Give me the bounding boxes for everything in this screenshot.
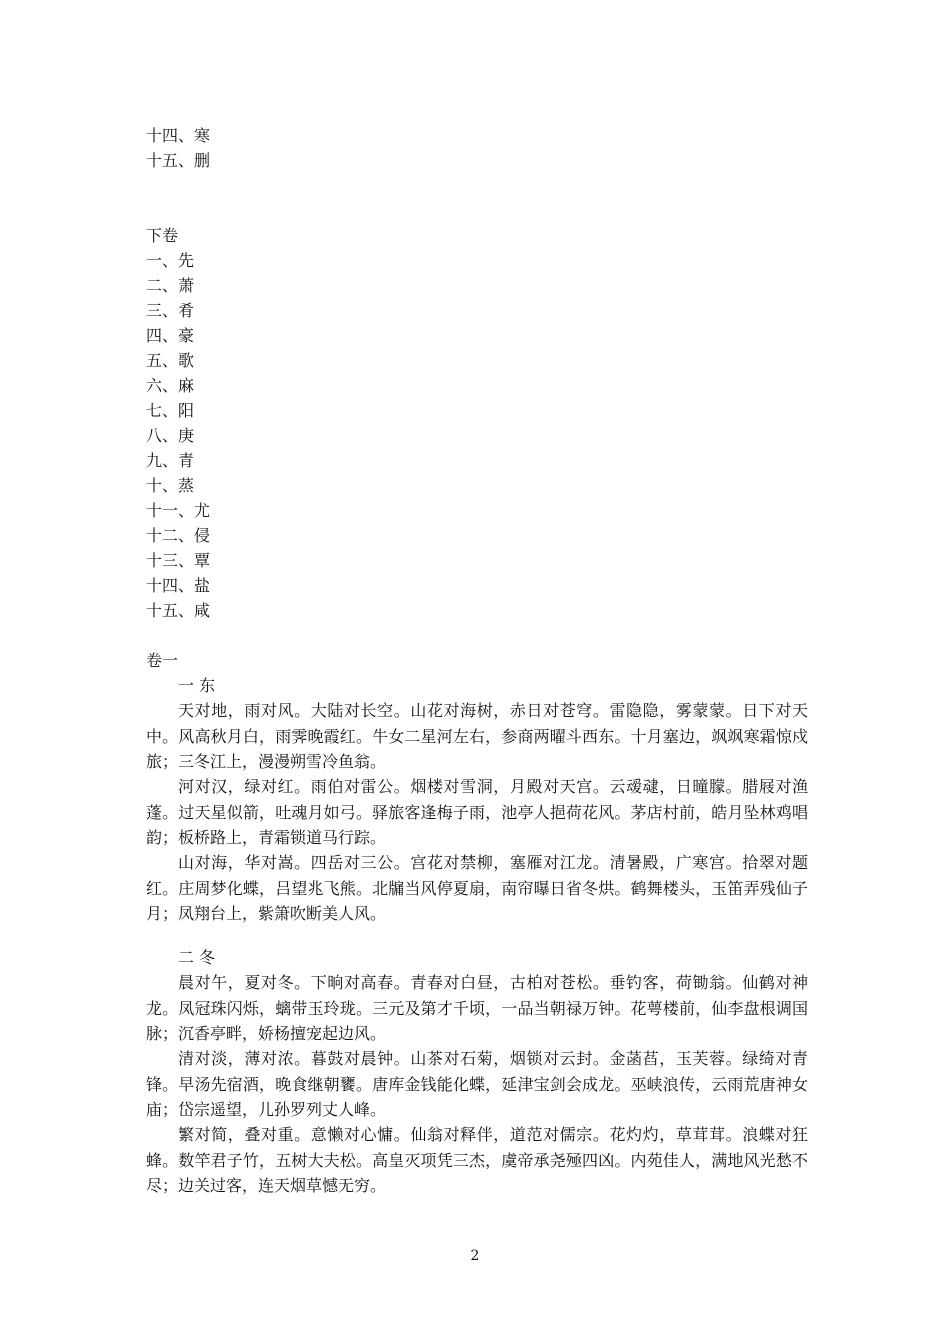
verse-paragraph: 天对地，雨对风。大陆对长空。山花对海树，赤日对苍穹。雷隐隐，雾蒙蒙。日下对天中。风高秋月白，雨霁晚霞红。牛女二星河左右，参商两曜斗西东。十月塞边，飒飒寒霜惊戍旅；三冬江上，漫漫朔雪冷鱼翁。 — [146, 701, 808, 771]
verse-paragraph: 晨对午，夏对冬。下晌对高春。青春对白昼，古柏对苍松。垂钓客，荷锄翁。仙鹤对神龙。凤冠珠闪烁，螭带玉玲珑。三元及第才千顷，一品当朝禄万钟。花萼楼前，仙李盘根调国脉；沉香亭畔，娇杨擅宠起边风。 — [146, 973, 808, 1043]
toc-entry: 一、先 — [146, 251, 195, 270]
section-title: 二 冬 — [178, 948, 216, 967]
toc-entry: 十、蒸 — [146, 476, 195, 495]
volume-title: 卷一 — [146, 651, 179, 670]
section-title: 一 东 — [178, 676, 216, 695]
toc-entry: 十三、覃 — [146, 551, 211, 570]
toc-entry: 九、青 — [146, 451, 195, 470]
verse-paragraph: 清对淡，薄对浓。暮鼓对晨钟。山茶对石菊，烟锁对云封。金菡萏，玉芙蓉。绿绮对青锋。早汤先宿酒，晚食继朝饔。唐库金钱能化蝶，延津宝剑会成龙。巫峡浪传，云雨荒唐神女庙；岱宗遥望，儿孙罗列丈人峰。 — [146, 1049, 808, 1119]
verse-paragraph: 河对汉，绿对红。雨伯对雷公。烟楼对雪洞，月殿对天宫。云叆叇，日曈朦。腊屐对渔蓬。过天星似箭，吐魂月如弓。驿旅客逢梅子雨，池亭人挹荷花风。茅店村前，皓月坠林鸡唱韵；板桥路上，青霜锁道马行踪。 — [146, 777, 808, 847]
verse-paragraph: 山对海，华对嵩。四岳对三公。宫花对禁柳，塞雁对江龙。清暑殿，广寒宫。拾翠对题红。庄周梦化蝶，吕望兆飞熊。北牖当风停夏扇，南帘曝日省冬烘。鹤舞楼头，玉笛弄残仙子月；凤翔台上，紫箫吹断美人风。 — [146, 853, 808, 923]
toc-entry: 二、萧 — [146, 276, 195, 295]
toc-entry: 十五、删 — [146, 151, 211, 170]
toc-entry: 四、豪 — [146, 326, 195, 345]
page-number: 2 — [470, 1248, 480, 1264]
toc-entry: 十二、侵 — [146, 526, 211, 545]
toc-entry: 八、庚 — [146, 426, 195, 445]
verse-paragraph: 繁对简，叠对重。意懒对心慵。仙翁对释伴，道范对儒宗。花灼灼，草茸茸。浪蝶对狂蜂。数竿君子竹，五树大夫松。高皇灭项凭三杰，虞帝承尧殛四凶。内苑佳人，满地风光愁不尽；边关过客，连天烟草憾无穷。 — [146, 1125, 808, 1195]
toc-entry: 十一、尤 — [146, 501, 211, 520]
toc-entry: 六、麻 — [146, 376, 195, 395]
toc-heading-lower-volume: 下卷 — [146, 226, 179, 245]
toc-entry: 十四、盐 — [146, 576, 211, 595]
toc-entry: 五、歌 — [146, 351, 195, 370]
toc-entry: 七、阳 — [146, 401, 195, 420]
toc-entry: 三、肴 — [146, 301, 195, 320]
toc-entry: 十五、咸 — [146, 601, 211, 620]
toc-entry: 十四、寒 — [146, 126, 211, 145]
